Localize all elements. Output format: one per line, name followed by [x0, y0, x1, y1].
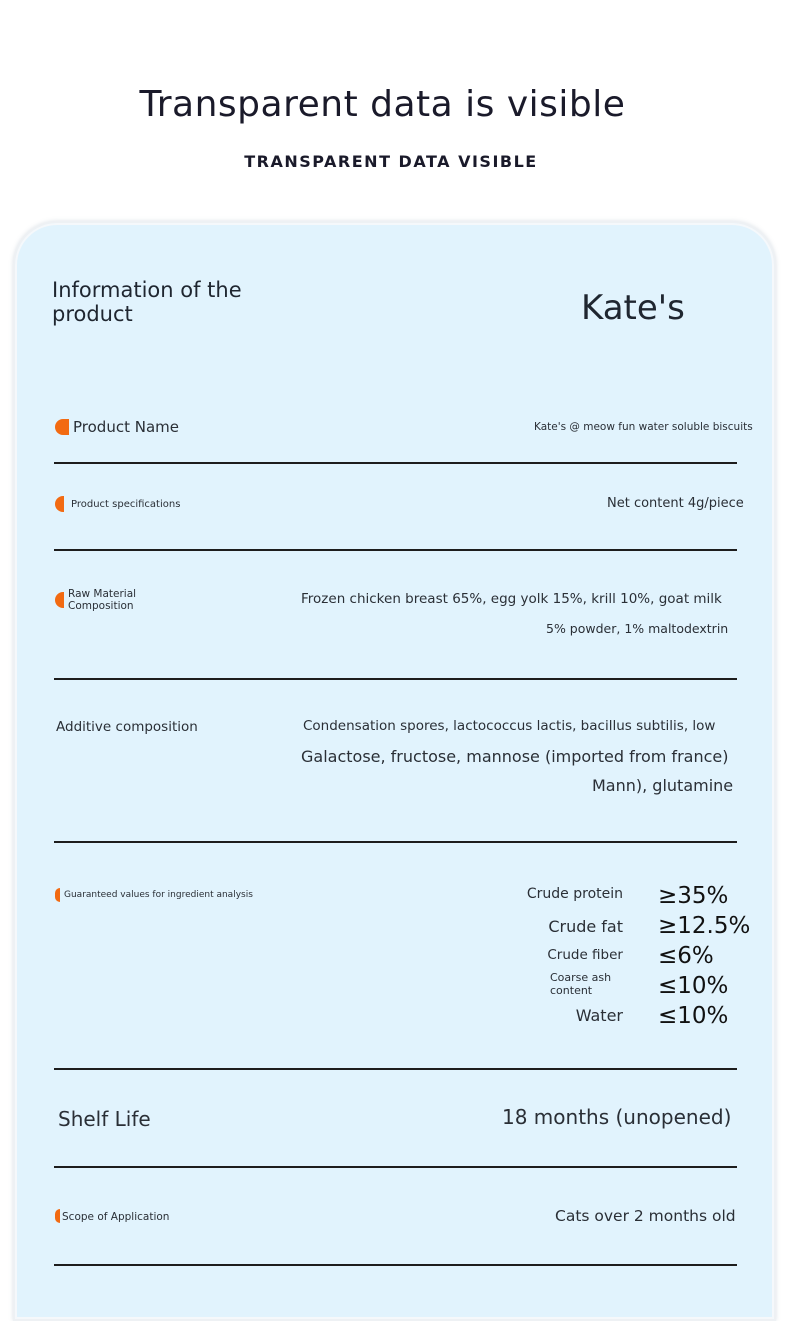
- card-heading: Information of the product: [52, 278, 242, 326]
- scope-value: Cats over 2 months old: [555, 1207, 736, 1225]
- additive-value-line2: Galactose, fructose, mannose (imported from france): [301, 747, 729, 766]
- shelf-life-value: 18 months (unopened): [502, 1105, 732, 1129]
- nutrient-name: Crude fiber: [547, 947, 623, 963]
- product-name-label: Product Name: [73, 418, 179, 436]
- raw-material-label: [68, 588, 136, 612]
- brand-name: Kate's: [581, 288, 685, 328]
- bullet-icon: [55, 419, 69, 435]
- bullet-icon: [55, 592, 64, 608]
- nutrient-name: Crude protein: [526, 886, 623, 902]
- additive-label: Additive composition: [56, 719, 198, 735]
- divider: [54, 462, 737, 464]
- nutrient-name-line2: content: [550, 984, 593, 997]
- nutrient-value: ≤6%: [658, 943, 714, 969]
- additive-value-line3: Mann), glutamine: [592, 776, 734, 795]
- raw-material-value-line2: 5% powder, 1% maltodextrin: [546, 621, 729, 636]
- divider: [54, 1068, 737, 1070]
- divider: [54, 678, 737, 680]
- divider: [54, 1166, 737, 1168]
- page-title: Transparent data is visible: [139, 84, 626, 125]
- bullet-icon: [55, 496, 64, 512]
- nutrient-value: ≤10%: [658, 1003, 729, 1029]
- divider: [54, 841, 737, 843]
- bullet-icon: [55, 888, 60, 902]
- analysis-label: Guaranteed values for ingredient analysis: [64, 890, 253, 900]
- nutrient-name: Water: [575, 1006, 623, 1025]
- nutrient-name-line1: Coarse ash: [550, 971, 612, 984]
- bullet-icon: [55, 1209, 60, 1223]
- product-name-value: Kate's @ meow fun water soluble biscuits: [534, 421, 753, 433]
- divider: [54, 1264, 737, 1266]
- specifications-value: Net content 4g/piece: [607, 496, 744, 511]
- raw-material-label-line2: Composition: [68, 600, 134, 612]
- nutrient-name: Crude fat: [548, 917, 623, 936]
- nutrient-value: ≥35%: [658, 883, 729, 909]
- raw-material-value-line1: Frozen chicken breast 65%, egg yolk 15%, krill 10%, goat milk: [301, 591, 722, 607]
- raw-material-label-line1: Raw Material: [68, 588, 137, 600]
- divider: [54, 549, 737, 551]
- product-info-card: [13, 221, 776, 1321]
- shelf-life-label: Shelf Life: [58, 1107, 151, 1131]
- additive-value-line1: Condensation spores, lactococcus lactis, bacillus subtilis, low: [303, 718, 716, 734]
- nutrient-value: ≥12.5%: [658, 913, 751, 939]
- nutrient-value: ≤10%: [658, 973, 729, 999]
- scope-label: Scope of Application: [62, 1211, 170, 1223]
- specifications-label: Product specifications: [71, 499, 181, 510]
- nutrient-name: [550, 971, 611, 997]
- page-subtitle: TRANSPARENT DATA VISIBLE: [244, 152, 538, 171]
